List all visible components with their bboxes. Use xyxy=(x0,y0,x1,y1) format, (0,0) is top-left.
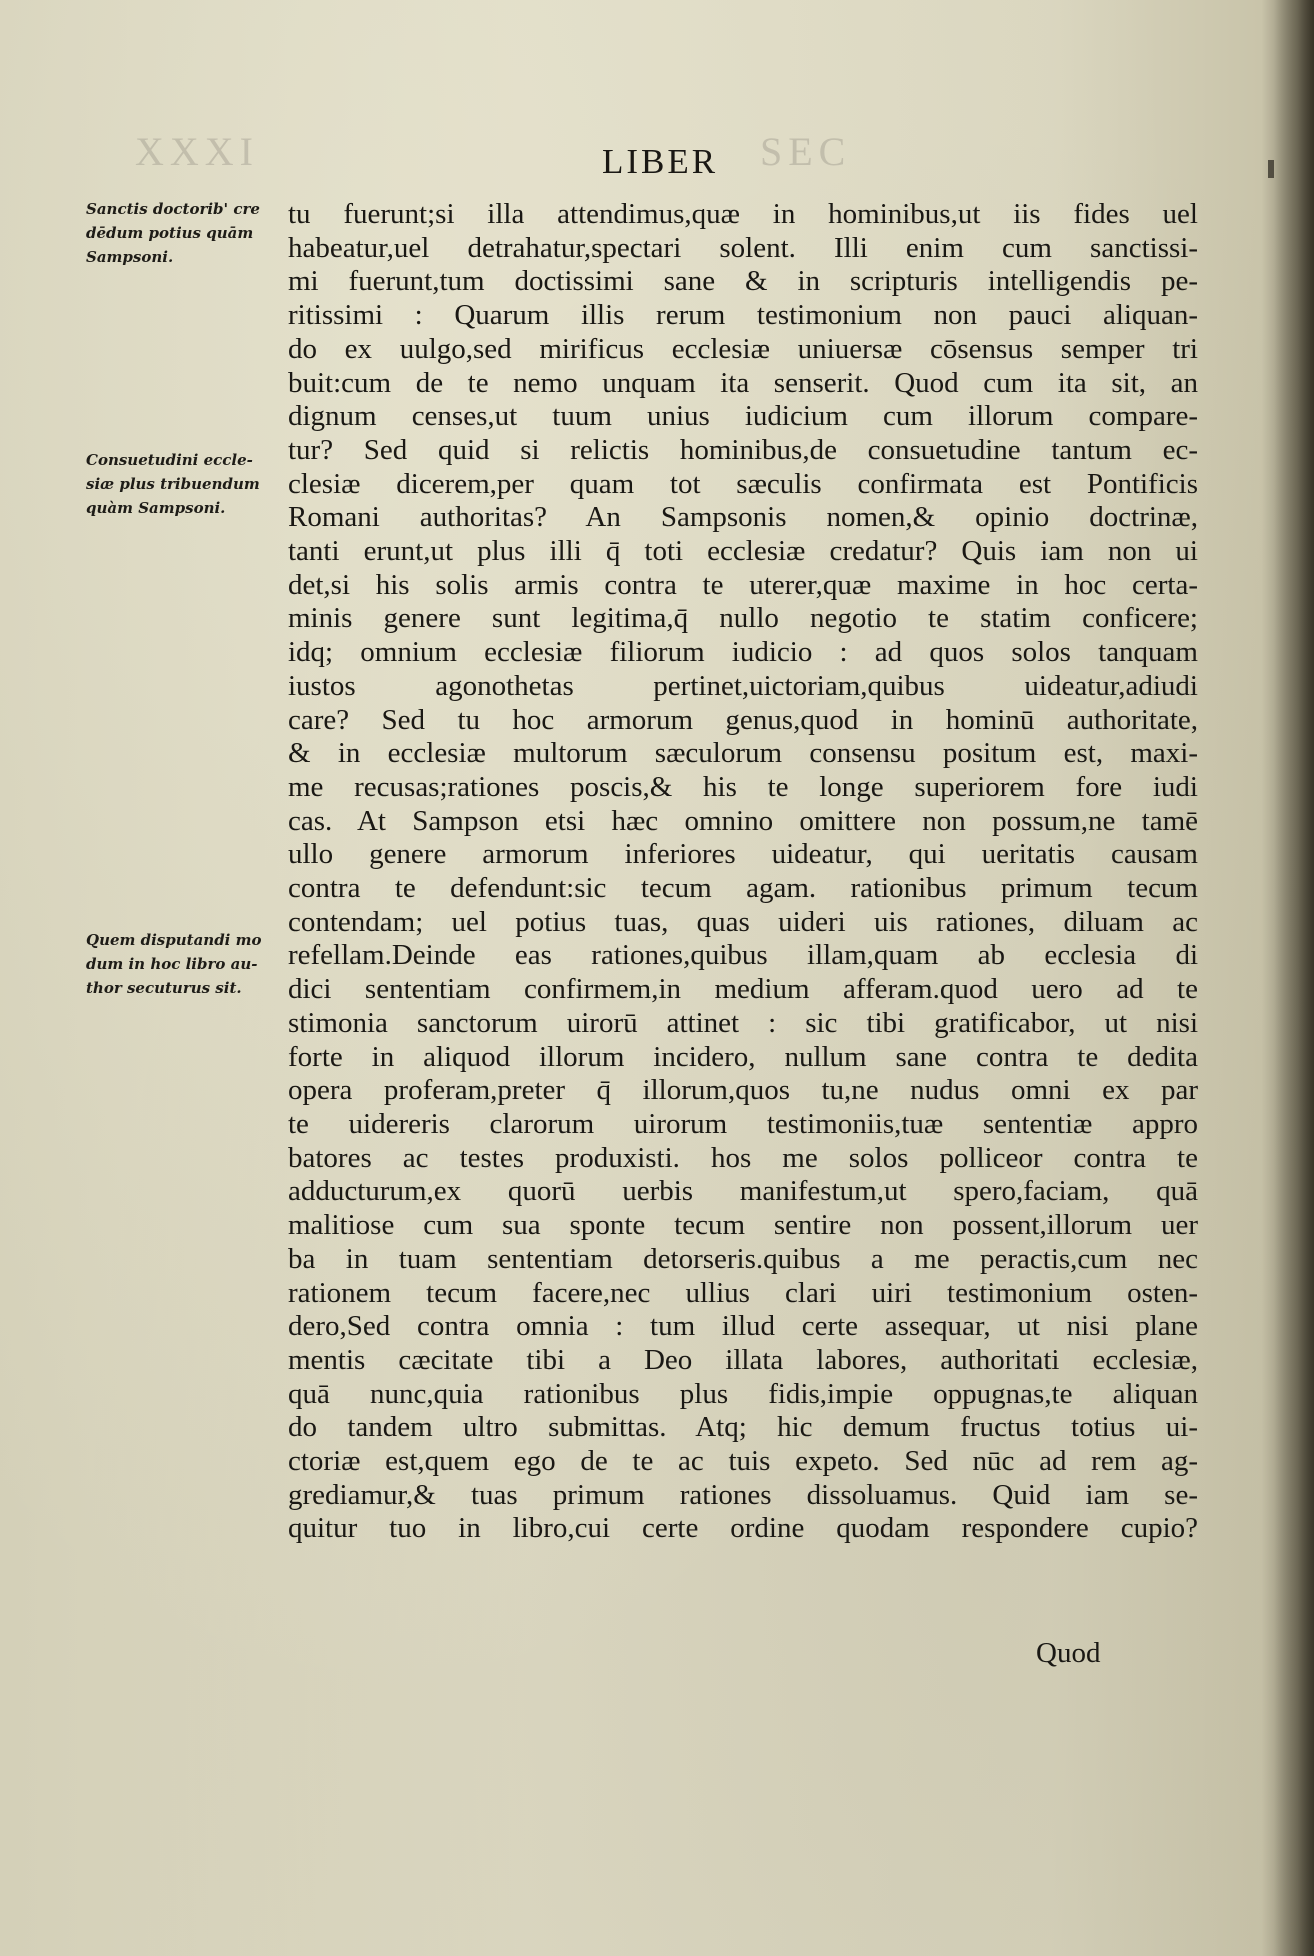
text-line: dero,Sed contra omnia : tum illud certe assequar, ut nisi plane xyxy=(288,1310,1198,1343)
marginal-note-line: Sanctis doctorib' cre xyxy=(86,200,260,218)
text-line: mi fuerunt,tum doctissimi sane & in scripturis intelligendis pe- xyxy=(288,265,1198,298)
text-line: opera proferam,preter q̄ illorum,quos tu,ne nudus omni ex par xyxy=(288,1074,1198,1107)
spine-shadow xyxy=(1274,0,1314,1956)
text-line: ba in tuam sententiam detorseris.quibus a me peractis,cum nec xyxy=(288,1242,1198,1275)
text-line: rationem tecum facere,nec ullius clari uiri testimonium osten- xyxy=(288,1276,1198,1309)
text-line: tu fuerunt;si illa attendimus,quæ in hominibus,ut iis fides uel xyxy=(288,198,1198,230)
text-line: iustos agonothetas pertinet,uictoriam,quibus uideatur,adiudi xyxy=(288,669,1198,702)
text-line: ctoriæ est,quem ego de te ac tuis expeto. Sed nūc ad rem ag- xyxy=(288,1445,1198,1478)
text-line: tur? Sed quid si relictis hominibus,de consuetudine tantum ec- xyxy=(288,433,1198,466)
text-line: stimonia sanctorum uirorū attinet : sic tibi gratificabor, ut nisi xyxy=(288,1006,1198,1039)
marginal-note-2 xyxy=(86,448,264,520)
running-head: LIBER xyxy=(602,142,719,181)
marginal-note-line: thor secuturus sit. xyxy=(86,979,242,997)
catchword: Quod xyxy=(1036,1637,1101,1669)
marginal-note-line: Sampsoni. xyxy=(86,248,174,266)
main-text-block xyxy=(288,198,1198,1546)
folio-mark xyxy=(1268,160,1274,178)
marginal-note-line: Quem disputandi mo xyxy=(86,931,262,949)
marginal-note-line: siæ plus tribuendum xyxy=(86,475,260,493)
marginal-note-1 xyxy=(86,197,264,269)
text-line: ritissimi : Quarum illis rerum testimonium non pauci aliquan- xyxy=(288,299,1198,332)
text-line: quā nunc,quia rationibus plus fidis,impie oppugnas,te aliquan xyxy=(288,1377,1198,1410)
text-line: quitur tuo in libro,cui certe ordine quodam respondere cupio? xyxy=(288,1512,1198,1545)
bleed-through-text-right: SEC xyxy=(760,129,852,174)
text-line: contendam; uel potius tuas, quas uideri uis rationes, diluam ac xyxy=(288,905,1198,938)
text-line: care? Sed tu hoc armorum genus,quod in hominū authoritate, xyxy=(288,703,1198,736)
text-line: malitiose cum sua sponte tecum sentire non possent,illorum uer xyxy=(288,1209,1198,1242)
text-line: habeatur,uel detrahatur,spectari solent. Illi enim cum sanctissi- xyxy=(288,231,1198,264)
text-line: Romani authoritas? An Sampsonis nomen,& opinio doctrinæ, xyxy=(288,501,1198,534)
text-line: adducturum,ex quorū uerbis manifestum,ut spero,faciam, quā xyxy=(288,1175,1198,1208)
text-line: tanti erunt,ut plus illi q̄ toti ecclesiæ credatur? Quis iam non ui xyxy=(288,535,1198,568)
text-line: forte in aliquod illorum incidero, nullum sane contra te dedita xyxy=(288,1040,1198,1073)
text-line: dici sententiam confirmem,in medium afferam.quod uero ad te xyxy=(288,973,1198,1006)
text-line: ullo genere armorum inferiores uideatur, qui ueritatis causam xyxy=(288,838,1198,871)
marginal-note-line: dum in hoc libro au- xyxy=(86,955,258,973)
text-line: dignum censes,ut tuum unius iudicium cum illorum compare- xyxy=(288,400,1198,433)
text-line: batores ac testes produxisti. hos me solos polliceor contra te xyxy=(288,1141,1198,1174)
text-line: clesiæ dicerem,per quam tot sæculis confirmata est Pontificis xyxy=(288,467,1198,500)
text-line: do tandem ultro submittas. Atq; hic demum fructus totius ui- xyxy=(288,1411,1198,1444)
text-line: det,si his solis armis contra te uterer,quæ maxime in hoc certa- xyxy=(288,568,1198,601)
text-line: refellam.Deinde eas rationes,quibus illam,quam ab ecclesia di xyxy=(288,939,1198,972)
text-line: do ex uulgo,sed mirificus ecclesiæ uniuersæ cōsensus semper tri xyxy=(288,332,1198,365)
marginal-note-line: Consuetudini eccle- xyxy=(86,451,253,469)
text-line: contra te defendunt:sic tecum agam. rationibus primum tecum xyxy=(288,872,1198,905)
text-line: grediamur,& tuas primum rationes dissoluamus. Quid iam se- xyxy=(288,1478,1198,1511)
marginal-note-line: dēdum potius quām xyxy=(86,224,254,242)
text-line: mentis cæcitate tibi a Deo illata labores, authoritati ecclesiæ, xyxy=(288,1343,1198,1376)
text-line: idq; omnium ecclesiæ filiorum iudicio : ad quos solos tanquam xyxy=(288,636,1198,669)
text-line: te uidereris clarorum uirorum testimoniis,tuæ sententiæ appro xyxy=(288,1107,1198,1140)
bleed-through-text-left: XXXI xyxy=(135,129,259,174)
text-line: minis genere sunt legitima,q̄ nullo negotio te statim conficere; xyxy=(288,602,1198,635)
marginal-note-line: quàm Sampsoni. xyxy=(86,499,226,517)
text-line: me recusas;rationes poscis,& his te longe superiorem fore iudi xyxy=(288,770,1198,803)
text-line: & in ecclesiæ multorum sæculorum consensu positum est, maxi- xyxy=(288,737,1198,770)
marginal-note-3 xyxy=(86,928,264,1000)
text-line: cas. At Sampson etsi hæc omnino omittere non possum,ne tamē xyxy=(288,804,1198,837)
text-line: buit:cum de te nemo unquam ita senserit. Quod cum ita sit, an xyxy=(288,366,1198,399)
